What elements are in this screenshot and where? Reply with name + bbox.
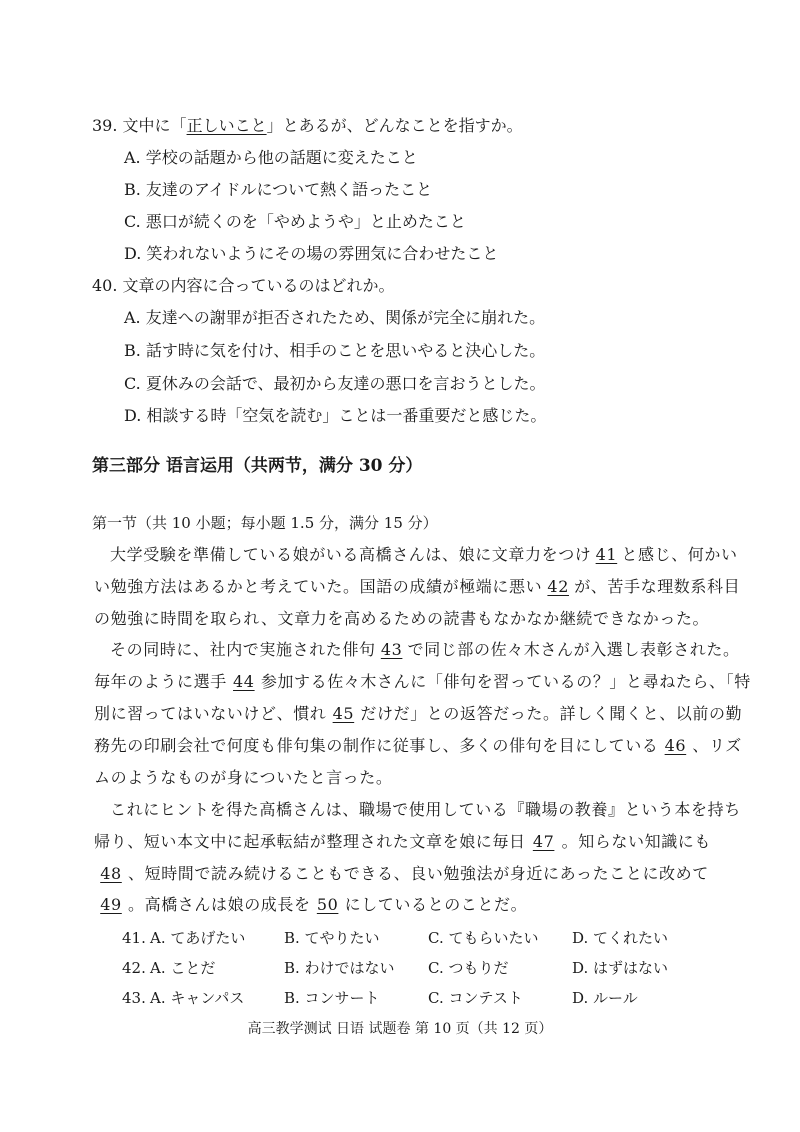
blank-43: 43 — [380, 640, 403, 659]
question-text: 」とあるが、どんなことを指すか。 — [266, 116, 523, 135]
blank-48: 48 — [100, 864, 122, 883]
choice-number: 41. — [122, 929, 146, 947]
option-40-a: A. 友達への謝罪が拒否されたため、関係が完全に崩れた。 — [124, 308, 546, 327]
passage-line: 帰り、短い本文中に起承転結が整理された文章を娘に毎日 47 。知らない知識にも — [94, 832, 712, 851]
option-40-c: C. 夏休みの会話で、最初から友達の悪口を言おうとした。 — [124, 374, 546, 393]
choice-number: 42. — [122, 959, 146, 977]
choice-b: B. わけではない — [284, 959, 395, 977]
blank-41: 41 — [595, 545, 618, 564]
passage-line: 務先の印刷会社で何度も俳句集の制作に従事し、多くの俳句を目にしている 46 、リズ — [94, 736, 742, 755]
passage-line: 別に習ってはいないけど、慣れ 45 だけだ」との返答だった。詳しく聞くと、以前の勤 — [94, 704, 743, 723]
option-39-a: A. 学校の話題から他の話題に変えたこと — [124, 148, 418, 167]
blank-45: 45 — [332, 704, 355, 723]
choice-b: B. コンサート — [284, 989, 380, 1007]
blank-49: 49 — [100, 895, 122, 914]
option-40-d: D. 相談する時「空気を読む」ことは一番重要だと感じた。 — [124, 406, 547, 425]
blank-50: 50 — [316, 895, 339, 914]
question-39-stem — [92, 116, 523, 136]
section-heading: 第一节（共 10 小题；每小题 1.5 分，满分 15 分） — [92, 514, 438, 532]
passage-line: これにヒントを得た高橋さんは、職場で使用している『職場の教養』という本を持ち — [110, 800, 741, 819]
blank-44: 44 — [233, 672, 255, 691]
choice-d: D. ルール — [572, 989, 638, 1007]
choice-a: A. てあげたい — [150, 929, 246, 947]
passage-line: い勉強方法はあるかと考えていた。国語の成績が極端に悪い 42 が、苦手な理数系科目 — [94, 577, 741, 596]
blank-46: 46 — [664, 736, 687, 755]
choice-a: A. キャンパス — [150, 989, 245, 1007]
choice-c: C. つもりだ — [428, 959, 509, 977]
choice-d: D. はずはない — [572, 959, 669, 977]
choice-a: A. ことだ — [150, 959, 216, 977]
question-text: 文中に「 — [122, 116, 187, 135]
blank-47: 47 — [532, 832, 555, 851]
part-heading: 第三部分 语言运用（共两节，满分 30 分） — [92, 456, 423, 476]
choice-d: D. てくれたい — [572, 929, 669, 947]
option-39-b: B. 友達のアイドルについて熱く語ったこと — [124, 180, 433, 199]
passage-line: 48 、短時間で読み続けることもできる、良い勉強法が身近にあったことに改めて — [94, 864, 709, 884]
passage-line: 49 。高橋さんは娘の成長を 50 にしているとのことだ。 — [94, 895, 527, 915]
passage-line: その同時に、社内で実施された俳句 43 で同じ部の佐々木さんが入選し表彰された。 — [110, 640, 740, 659]
question-40-stem: 40. 文章の内容に合っているのはどれか。 — [92, 276, 395, 295]
choice-b: B. てやりたい — [284, 929, 380, 947]
question-number: 39. — [92, 116, 118, 135]
blank-42: 42 — [547, 577, 569, 596]
option-40-b: B. 話す時に気を付け、相手のことを思いやると決心した。 — [124, 341, 546, 360]
quoted-phrase: 正しいこと — [186, 116, 267, 135]
passage-line: 大学受験を準備している娘がいる高橋さんは、娘に文章力をつけ 41 と感じ、何かい — [110, 545, 738, 564]
choice-c: C. てもらいたい — [428, 929, 539, 947]
passage-line: 毎年のように選手 44 参加する佐々木さんに「俳句を習っているの？」と尋ねたら、「特 — [94, 672, 751, 691]
choice-number: 43. — [122, 989, 146, 1007]
option-39-d: D. 笑われないようにその場の雰囲気に合わせたこと — [124, 244, 499, 263]
page-footer: 高三教学测试 日语 试题卷 第 10 页（共 12 页） — [247, 1021, 553, 1037]
passage-line: ムのようなものが身についたと言った。 — [94, 768, 393, 787]
choice-c: C. コンテスト — [428, 989, 523, 1007]
passage-line: の勉強に時間を取られ、文章力を高めるための読書もなかなか継続できなかった。 — [94, 609, 710, 628]
option-39-c: C. 悪口が続くのを「やめようや」と止めたこと — [124, 212, 466, 231]
